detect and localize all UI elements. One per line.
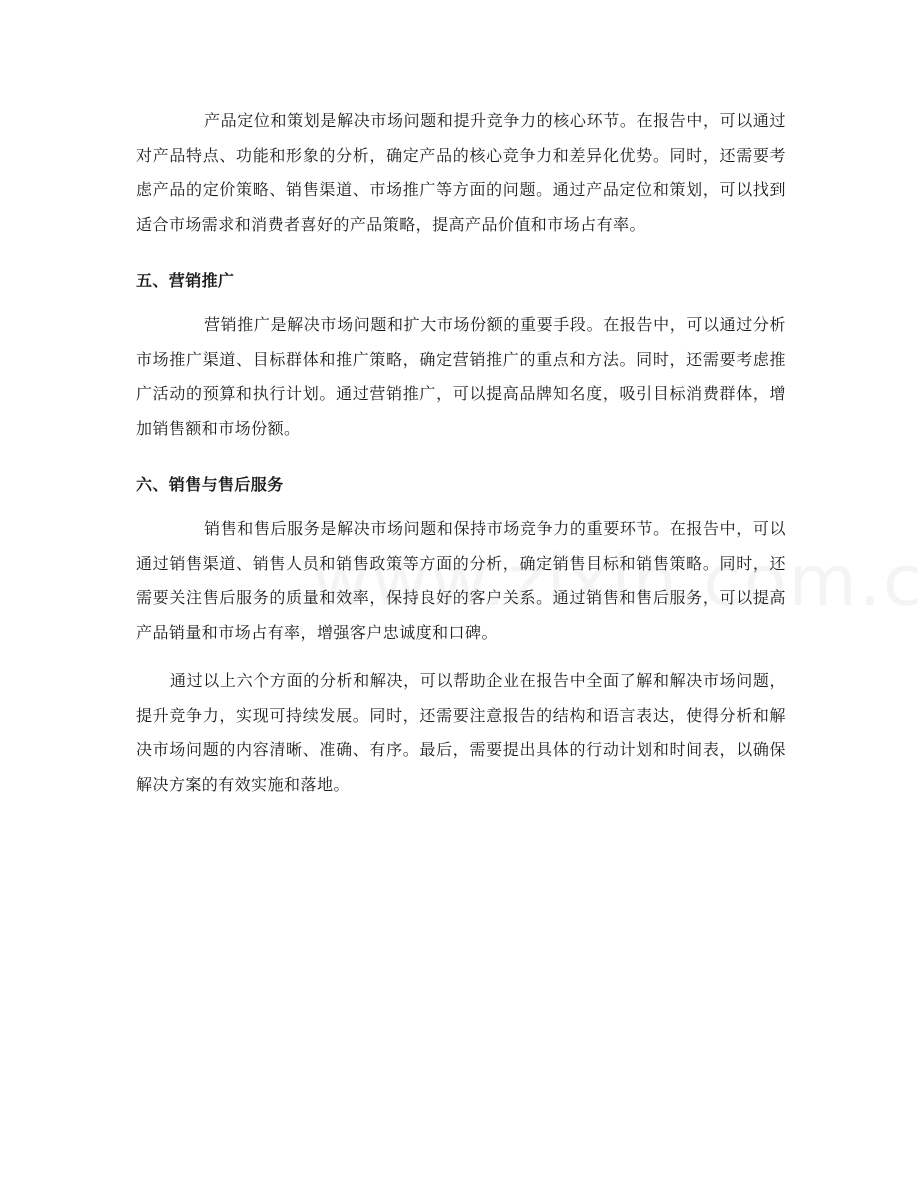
paragraph-product-positioning: 产品定位和策划是解决市场问题和提升竞争力的核心环节。在报告中，可以通过对产品特点、功能和形象的分析，确定产品的核心竞争力和差异化优势。同时，还需要考虑产品的定价策略、销售渠道、市场推广等方面的问题。通过产品定位和策划，可以找到适合市场需求和消费者喜好的产品策略，提高产品价值和市场占有率。	[136, 111, 786, 234]
section-heading-marketing: 五、营销推广	[136, 271, 235, 290]
section-heading-sales-service: 六、销售与售后服务	[136, 475, 284, 494]
paragraph-marketing: 营销推广是解决市场问题和扩大市场份额的重要手段。在报告中，可以通过分析市场推广渠道、目标群体和推广策略，确定营销推广的重点和方法。同时，还需要考虑推广活动的预算和执行计划。通过营销推广，可以提高品牌知名度，吸引目标消费群体，增加销售额和市场份额。	[136, 315, 786, 438]
paragraph-conclusion: 通过以上六个方面的分析和解决，可以帮助企业在报告中全面了解和解决市场问题，提升竞争力，实现可持续发展。同时，还需要注意报告的结构和语言表达，使得分析和解决市场问题的内容清晰、准确、有序。最后，需要提出具体的行动计划和时间表，以确保解决方案的有效实施和落地。	[136, 671, 786, 794]
paragraph-sales-service: 销售和售后服务是解决市场问题和保持市场竞争力的重要环节。在报告中，可以通过销售渠道、销售人员和销售政策等方面的分析，确定销售目标和销售策略。同时，还需要关注售后服务的质量和效率，保持良好的客户关系。通过销售和售后服务，可以提高产品销量和市场占有率，增强客户忠诚度和口碑。	[136, 519, 786, 642]
document-body	[136, 104, 786, 802]
